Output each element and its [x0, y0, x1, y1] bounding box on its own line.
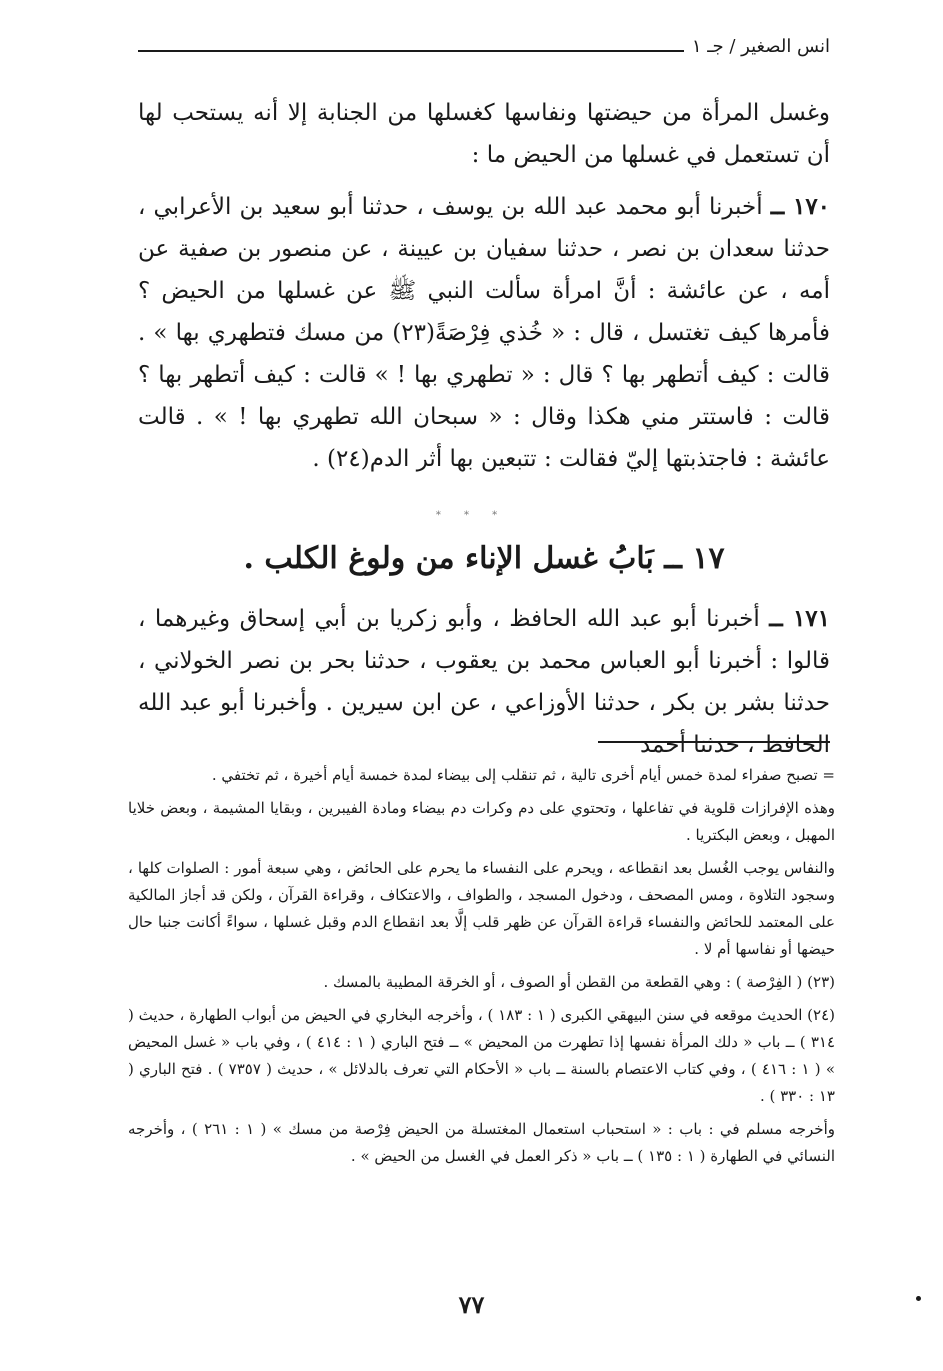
hadith-170-text: أخبرنا أبو محمد عبد الله بن يوسف ، حدثنا أبو سعيد بن الأعرابي ، حدثنا سعدان بن نصر ، حدثنا سفيان بن عيينة ، عن منصور بن صفية عن أمه ، عن عائشة : أنَّ امرأة سألت النبي ﷺ عن غسلها من الحيض ؟ فأمرها كيف تغتسل ، قال : « خُذي فِرْصَةً(٢٣) من مسك فتطهري بها » . قالت : كيف أتطهر بها ؟ قال : « تطهري بها ! » قالت : كيف أتطهر بها ؟ قالت : فاستتر مني هكذا وقال : « سبحان الله تطهري بها ! » . قالت عائشة : فاجتذبتها إليّ فقالت : تتبعين بها أثر الدم(٢٤) .	[138, 194, 830, 472]
running-header	[138, 32, 830, 60]
footnote-nifas: والنفاس يوجب الغُسل بعد انقطاعه ، ويحرم على النفساء ما يحرم على الحائض ، وهي سبعة أمور : الصلوات كلها ، وسجود التلاوة ، ومس المصحف ، ودخول المسجد ، والطواف ، والاعتكاف ، وقراءة القرآن ، ولكن قد أجاز المالكية على المعتمد للحائض والنفساء قراءة القرآن عن ظهر قلب إلَّا بعد انقطاع الدم وقبل غسلها ، سواءً أكانت جنبا حال حيضها أو نفاسها أم لا .	[128, 859, 835, 958]
hadith-171-text: أخبرنا أبو عبد الله الحافظ ، وأبو زكريا بن أبي إسحاق وغيرهما ، قالوا : أخبرنا أبو العباس محمد بن يعقوب ، حدثنا بحر بن نصر الخولاني ، حدثنا بشر بن بكر ، حدثنا الأوزاعي ، عن ابن سيرين . وأخبرنا أبو عبد الله الحافظ ، حدثنا أحمد	[138, 606, 830, 758]
footnote-24-muslim: وأخرجه مسلم في : باب : « استحباب استعمال المغتسلة من الحيض فِرْصة من مسك » ( ١ : ٢٦١ ) ، وأخرجه النسائي في الطهارة ( ١ : ١٣٥ ) ــ باب « ذكر العمل في الغسل من الحيض » .	[128, 1120, 835, 1165]
header-rule	[138, 50, 684, 52]
footnote-continuation: = تصبح صفراء لمدة خمس أيام أخرى تالية ، ثم تنقلب إلى بيضاء لمدة خمسة أيام أخيرة ، ثم تختفي .	[211, 766, 835, 784]
hadith-170-paragraph	[138, 186, 830, 480]
hadith-171-number: ١٧١ ــ	[769, 605, 831, 632]
section-separator: * * *	[435, 510, 508, 521]
footnote-secretions: وهذه الإفرازات قلوية في تفاعلها ، وتحتوي على دم وكرات دم بيضاء ومادة الفيبرين ، وبقايا المشيمة ، وبعض خلايا المهبل ، وبعض البكتريا .	[128, 799, 835, 844]
hadith-170	[138, 186, 830, 480]
header-title: انس الصغير / جـ ١	[691, 35, 830, 57]
hadith-170-number: ١٧٠ ــ	[770, 193, 831, 220]
intro-block	[138, 92, 830, 176]
footnote-24: (٢٤) الحديث موقعه في سنن البيهقي الكبرى ( ١ : ١٨٣ ) ، وأخرجه البخاري في الحيض من أبواب الطهارة ، حديث ( ٣١٤ ) ــ باب « دلك المرأة نفسها إذا تطهرت من المحيض » ــ فتح الباري ( ١ : ٤١٤ ) ، وفي باب « غسل المحيض » ( ١ : ٤١٦ ) ، وفي كتاب الاعتصام بالسنة ــ باب « الأحكام التي تعرف بالدلائل » ، حديث ( ٧٣٥٧ ) . فتح الباري ( ١٣ : ٣٣٠ ) .	[128, 1006, 836, 1105]
scan-mark	[916, 1296, 921, 1301]
footnote-rule	[598, 741, 830, 743]
footnotes	[128, 762, 835, 1176]
intro-paragraph: وغسل المرأة من حيضتها ونفاسها كغسلها من الجنابة إلا أنه يستحب لها أن تستعمل في غسلها من الحيض ما :	[138, 100, 830, 168]
footnote-23: (٢٣) ( الفِرْصة ) : وهي القطعة من القطن أو الصوف ، أو الخرقة المطيبة بالمسك .	[323, 973, 835, 991]
page-number: ٧٧	[458, 1290, 485, 1319]
chapter-title: ١٧ ــ بَابُ غسل الإناء من ولوغ الكلب .	[243, 541, 725, 576]
